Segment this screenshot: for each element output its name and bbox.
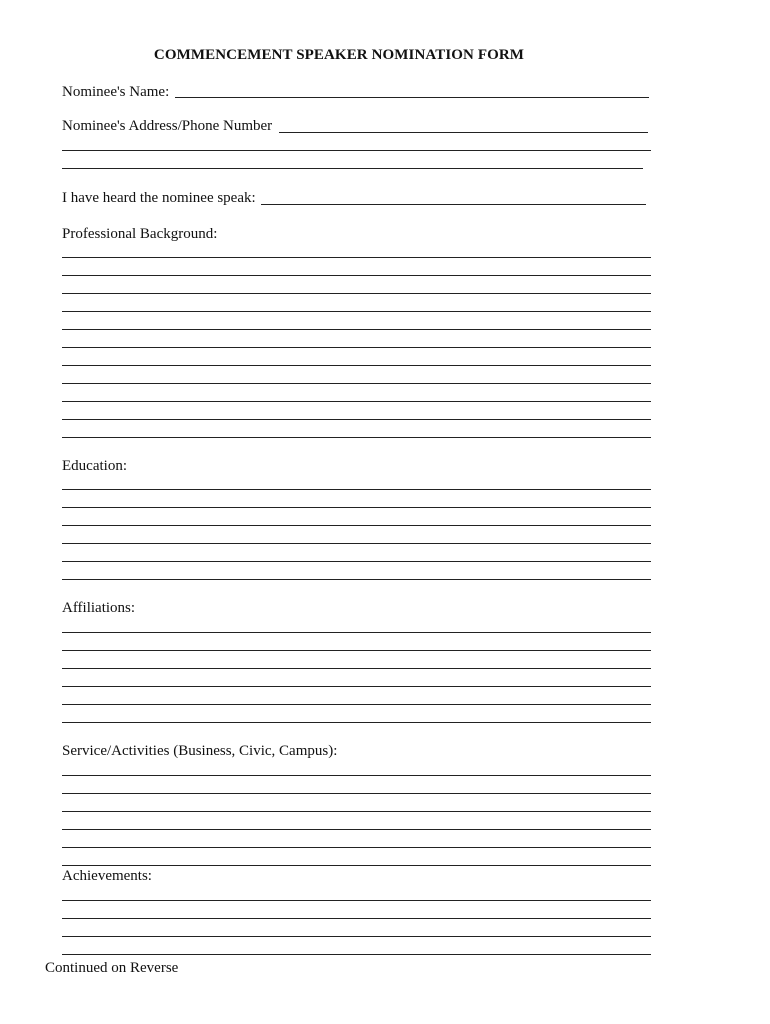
answer-line[interactable] — [62, 543, 651, 544]
answer-line[interactable] — [62, 579, 651, 580]
service-activities-label: Service/Activities (Business, Civic, Campus): — [62, 743, 338, 759]
address-phone-label: Nominee's Address/Phone Number — [62, 118, 273, 134]
answer-line[interactable] — [62, 525, 651, 526]
answer-line[interactable] — [62, 507, 651, 508]
answer-line[interactable] — [62, 347, 651, 348]
answer-line[interactable] — [62, 275, 651, 276]
answer-line[interactable] — [62, 811, 651, 812]
achievements-label: Achievements: — [62, 868, 152, 884]
answer-line[interactable] — [62, 419, 651, 420]
form-title: COMMENCEMENT SPEAKER NOMINATION FORM — [153, 47, 525, 63]
answer-line[interactable] — [62, 489, 651, 490]
answer-line[interactable] — [62, 561, 651, 562]
answer-line[interactable] — [62, 704, 651, 705]
answer-line[interactable] — [62, 722, 651, 723]
answer-line[interactable] — [62, 775, 651, 776]
nominee-name-label: Nominee's Name: — [62, 84, 170, 100]
answer-line[interactable] — [62, 936, 651, 937]
answer-line[interactable] — [62, 383, 651, 384]
education-label: Education: — [62, 458, 127, 474]
answer-line[interactable] — [62, 401, 651, 402]
continued-on-reverse-note: Continued on Reverse — [45, 960, 179, 976]
answer-line[interactable] — [62, 954, 651, 955]
answer-line[interactable] — [62, 650, 651, 651]
answer-line[interactable] — [62, 293, 651, 294]
professional-background-label: Professional Background: — [62, 226, 218, 242]
answer-line[interactable] — [62, 668, 651, 669]
heard-speak-label: I have heard the nominee speak: — [62, 190, 256, 206]
answer-line[interactable] — [62, 847, 651, 848]
address-phone-line[interactable] — [279, 132, 648, 133]
answer-line[interactable] — [62, 365, 651, 366]
answer-line[interactable] — [62, 257, 651, 258]
nominee-name-line[interactable] — [175, 97, 649, 98]
address-phone-line[interactable] — [62, 150, 651, 151]
heard-speak-line[interactable] — [261, 204, 646, 205]
answer-line[interactable] — [62, 793, 651, 794]
answer-line[interactable] — [62, 865, 651, 866]
answer-line[interactable] — [62, 437, 651, 438]
answer-line[interactable] — [62, 900, 651, 901]
answer-line[interactable] — [62, 329, 651, 330]
address-phone-line[interactable] — [62, 168, 643, 169]
answer-line[interactable] — [62, 311, 651, 312]
answer-line[interactable] — [62, 918, 651, 919]
answer-line[interactable] — [62, 686, 651, 687]
affiliations-label: Affiliations: — [62, 600, 136, 616]
answer-line[interactable] — [62, 632, 651, 633]
answer-line[interactable] — [62, 829, 651, 830]
